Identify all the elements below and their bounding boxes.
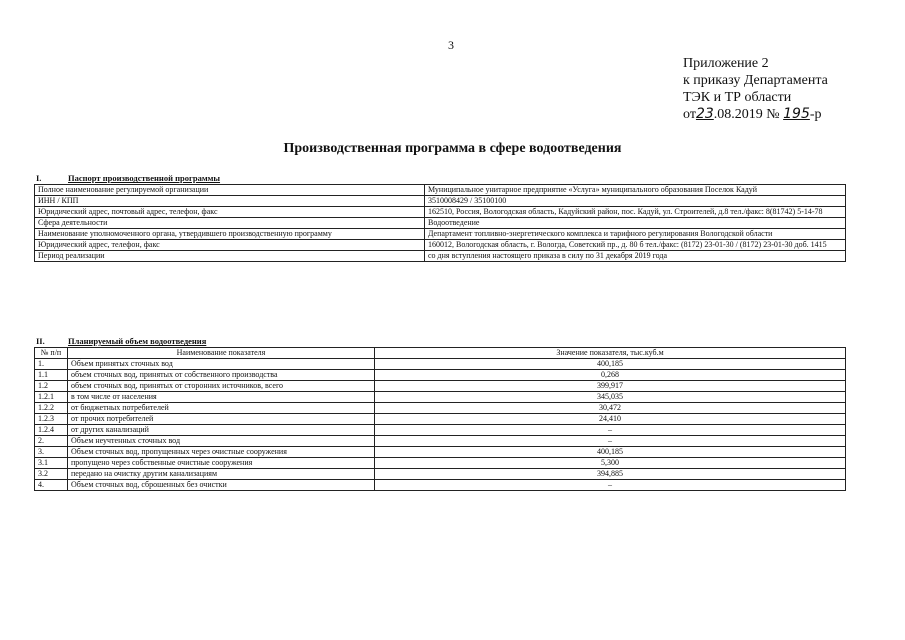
volume-num: 3.1 xyxy=(35,458,68,469)
volume-name: Объем неучтенных сточных вод xyxy=(68,436,375,447)
section-2-title: Планируемый объем водоотведения xyxy=(68,336,207,346)
passport-label: ИНН / КПП xyxy=(35,196,425,207)
volume-row xyxy=(35,436,846,447)
col-header-name: Наименование показателя xyxy=(68,348,375,359)
volume-value: 345,035 xyxy=(375,392,846,403)
volume-num: 2. xyxy=(35,436,68,447)
volume-name: Объем сточных вод, сброшенных без очистки xyxy=(68,480,375,491)
section-1-number: I. xyxy=(36,173,42,183)
appendix-line-1: Приложение 2 xyxy=(683,56,769,71)
appendix-line-2: к приказу Департамента xyxy=(683,73,828,88)
volume-row xyxy=(35,414,846,425)
section-2-heading xyxy=(36,336,206,346)
volume-num: 3.2 xyxy=(35,469,68,480)
passport-value: 162510, Россия, Вологодская область, Кадуйский район, пос. Кадуй, ул. Строителей, д.8 тел./факс: 8(81742) 5-14-78 xyxy=(425,207,846,218)
page-number: 3 xyxy=(448,38,454,52)
passport-row xyxy=(35,240,846,251)
passport-label: Юридический адрес, почтовый адрес, телефон, факс xyxy=(35,207,425,218)
volume-num: 3. xyxy=(35,447,68,458)
col-header-value: Значение показателя, тыс.куб.м xyxy=(375,348,846,359)
volume-name: объем сточных вод, принятых от собственного производства xyxy=(68,370,375,381)
volume-row xyxy=(35,381,846,392)
order-suffix: -р xyxy=(809,107,822,122)
volume-value: 394,885 xyxy=(375,469,846,480)
volume-row xyxy=(35,370,846,381)
volume-num: 1.2.1 xyxy=(35,392,68,403)
volume-value: 24,410 xyxy=(375,414,846,425)
volume-row xyxy=(35,425,846,436)
volume-num: 4. xyxy=(35,480,68,491)
passport-row xyxy=(35,229,846,240)
volume-num: 1.2.3 xyxy=(35,414,68,425)
volume-num: 1.2.2 xyxy=(35,403,68,414)
passport-label: Сфера деятельности xyxy=(35,218,425,229)
volume-num: 1.2.4 xyxy=(35,425,68,436)
handwritten-order-number: 195 xyxy=(783,106,810,122)
volume-name: Объем принятых сточных вод xyxy=(68,359,375,370)
appendix-block xyxy=(683,55,828,123)
volume-name: от прочих потребителей xyxy=(68,414,375,425)
passport-value: Водоотведение xyxy=(425,218,846,229)
volume-name: Объем сточных вод, пропущенных через очистные сооружения xyxy=(68,447,375,458)
volume-num: 1.1 xyxy=(35,370,68,381)
section-1-heading xyxy=(36,173,220,183)
volume-name: в том числе от населения xyxy=(68,392,375,403)
volumes-table xyxy=(34,347,846,491)
handwritten-day: 23 xyxy=(695,106,714,122)
volume-row xyxy=(35,359,846,370)
volume-value: 30,472 xyxy=(375,403,846,414)
volume-row xyxy=(35,469,846,480)
passport-label: Период реализации xyxy=(35,251,425,262)
appendix-line-3: ТЭК и ТР области xyxy=(683,90,792,105)
volume-name: пропущено через собственные очистные сооружения xyxy=(68,458,375,469)
document-title: Производственная программа в сфере водоотведения xyxy=(283,141,622,156)
volume-value: 400,185 xyxy=(375,447,846,458)
passport-label: Полное наименование регулируемой организации xyxy=(35,185,425,196)
volume-row xyxy=(35,458,846,469)
passport-value: 3510008429 / 35100100 xyxy=(425,196,846,207)
volume-value: 399,917 xyxy=(375,381,846,392)
volume-value: 0,268 xyxy=(375,370,846,381)
passport-table xyxy=(34,184,846,262)
volume-value: 400,185 xyxy=(375,359,846,370)
volume-row xyxy=(35,447,846,458)
volumes-header-row xyxy=(35,348,846,359)
passport-value: Муниципальное унитарное предприятие «Услуга» муниципального образования Поселок Кадуй xyxy=(425,185,846,196)
volume-name: объем сточных вод, принятых от сторонних источников, всего xyxy=(68,381,375,392)
volume-name: от других канализаций xyxy=(68,425,375,436)
volume-value: 5,300 xyxy=(375,458,846,469)
passport-row xyxy=(35,196,846,207)
section-2-number: II. xyxy=(36,336,45,346)
volume-row xyxy=(35,392,846,403)
passport-row xyxy=(35,185,846,196)
volume-name: от бюджетных потребителей xyxy=(68,403,375,414)
volume-value: – xyxy=(375,480,846,491)
date-prefix: от xyxy=(683,107,696,122)
volume-name: передано на очистку другим канализациям xyxy=(68,469,375,480)
passport-row xyxy=(35,251,846,262)
passport-row xyxy=(35,218,846,229)
passport-label: Юридический адрес, телефон, факс xyxy=(35,240,425,251)
passport-row xyxy=(35,207,846,218)
passport-value: 160012, Вологодская область, г. Вологда, Советский пр., д. 80 б тел./факс: (8172) 23-01-30 / (8172) 23-01-30 доб. 1415 xyxy=(425,240,846,251)
volume-row xyxy=(35,480,846,491)
volume-num: 1.2 xyxy=(35,381,68,392)
volume-value: – xyxy=(375,436,846,447)
section-1-title: Паспорт производственной программы xyxy=(68,173,221,183)
passport-value: Департамент топливно-энергетического комплекса и тарифного регулирования Вологодской области xyxy=(425,229,846,240)
volume-num: 1. xyxy=(35,359,68,370)
volume-row xyxy=(35,403,846,414)
volume-value: – xyxy=(375,425,846,436)
col-header-number: № п/п xyxy=(35,348,68,359)
appendix-date-line xyxy=(683,106,828,123)
passport-label: Наименование уполномоченного органа, утвердившего производственную программу xyxy=(35,229,425,240)
date-rest: .08.2019 № xyxy=(713,107,784,122)
passport-value: со дня вступления настоящего приказа в силу по 31 декабря 2019 года xyxy=(425,251,846,262)
